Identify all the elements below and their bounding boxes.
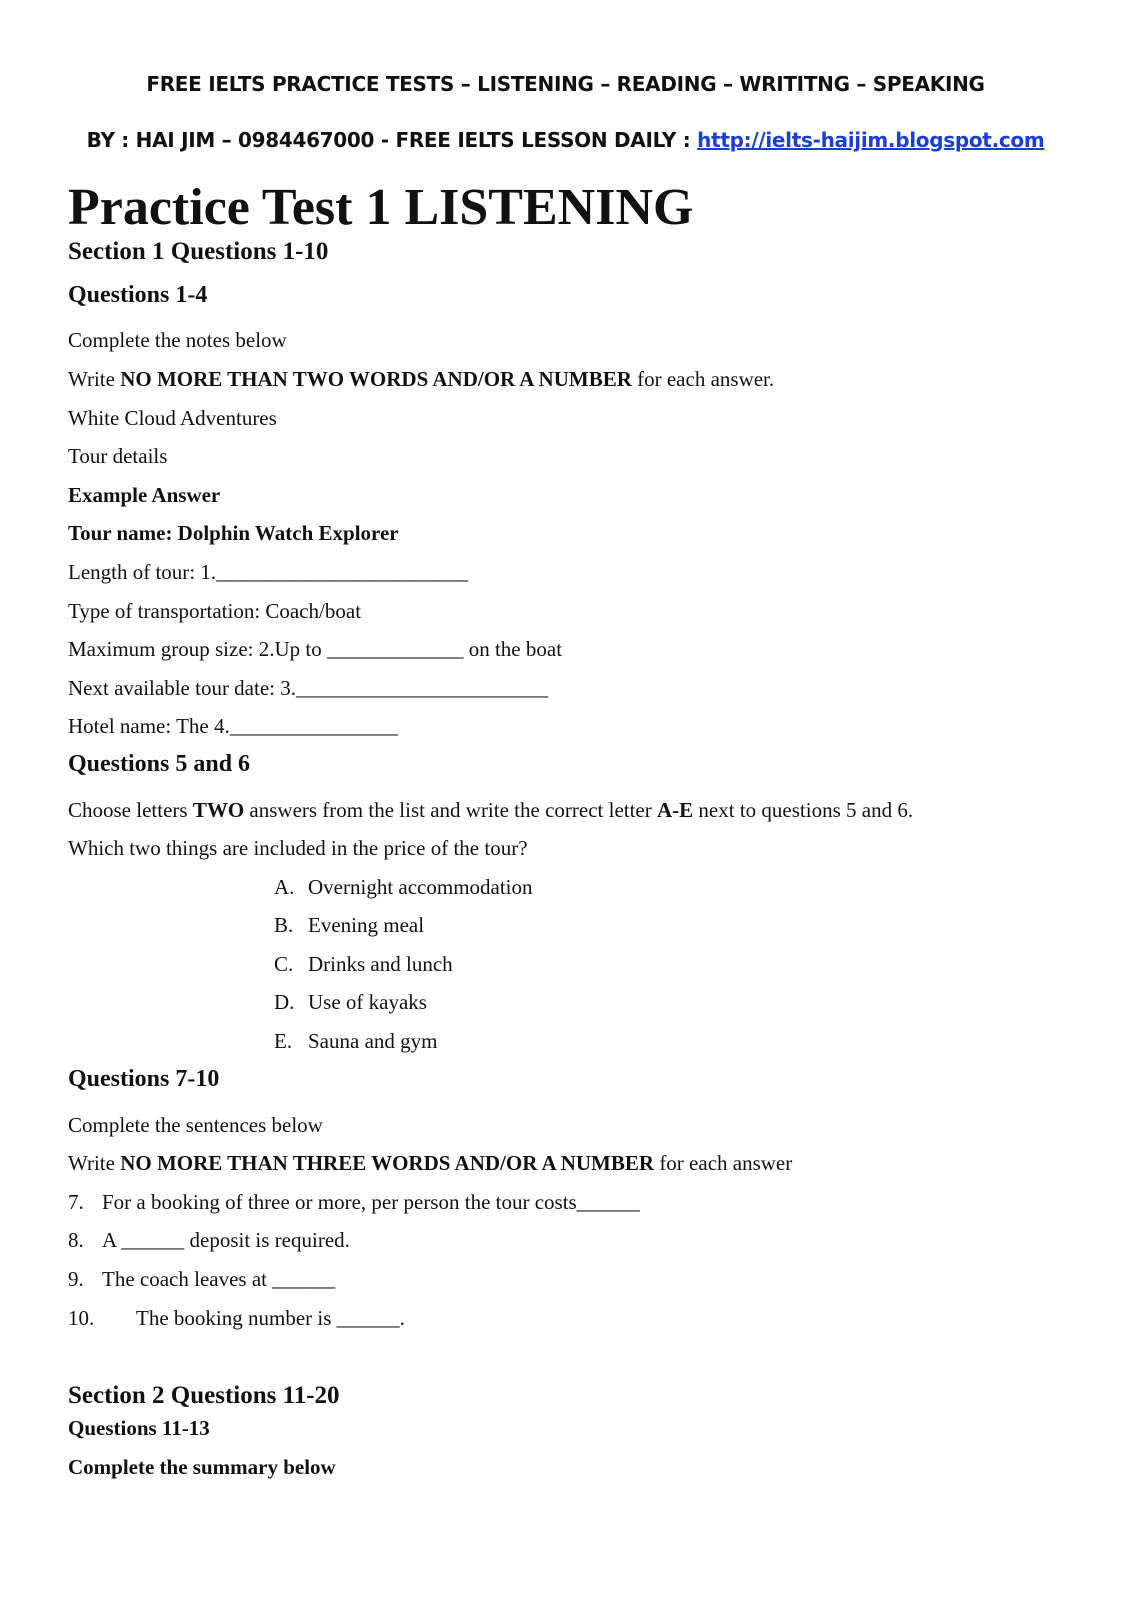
word-limit-bold: NO MORE THAN TWO WORDS AND/OR A NUMBER — [120, 367, 632, 391]
questions-5-6-heading: Questions 5 and 6 — [68, 751, 251, 777]
note-line-tour-date: Next available tour date: 3.________________________ — [68, 676, 548, 700]
option-c — [274, 952, 453, 977]
word-limit-instruction-2 — [68, 1151, 792, 1176]
questions-1-4-heading: Questions 1-4 — [68, 282, 208, 308]
question-10-text: The booking number is ______. — [136, 1306, 405, 1330]
note-line-length: Length of tour: 1.________________________ — [68, 560, 469, 584]
word-limit-2-suffix: for each answer — [654, 1151, 793, 1175]
note-line-group-size: Maximum group size: 2.Up to _____________ on the boat — [68, 637, 563, 661]
question-7-number: 7. — [68, 1190, 84, 1214]
option-a — [274, 875, 533, 900]
option-d-text: Use of kayaks — [308, 990, 427, 1014]
option-e-text: Sauna and gym — [308, 1029, 438, 1053]
option-a-letter: A. — [274, 875, 295, 899]
choose-instr-part-b: TWO — [192, 798, 245, 822]
questions-11-13-heading: Questions 11-13 — [68, 1416, 210, 1440]
notes-instruction: Complete the notes below — [68, 328, 287, 352]
question-7 — [68, 1190, 640, 1215]
question-8-number: 8. — [68, 1228, 84, 1252]
summary-instruction: Complete the summary below — [68, 1455, 336, 1479]
question-10 — [68, 1306, 405, 1331]
section-2-heading: Section 2 Questions 11-20 — [68, 1382, 340, 1409]
price-question: Which two things are included in the price of the tour? — [68, 836, 528, 860]
word-limit-2-bold: NO MORE THAN THREE WORDS AND/OR A NUMBER — [120, 1151, 655, 1175]
option-a-text: Overnight accommodation — [308, 875, 533, 899]
question-7-text: For a booking of three or more, per person the tour costs______ — [102, 1190, 640, 1214]
option-d — [274, 990, 427, 1015]
question-8-text: A ______ deposit is required. — [102, 1228, 350, 1252]
header-line-1: FREE IELTS PRACTICE TESTS – LISTENING – READING – WRITITNG – SPEAKING — [146, 72, 985, 96]
word-limit-prefix: Write — [68, 367, 121, 391]
option-b-text: Evening meal — [308, 913, 425, 937]
word-limit-suffix: for each answer. — [631, 367, 775, 391]
page-title: Practice Test 1 LISTENING — [68, 179, 694, 236]
question-9-number: 9. — [68, 1267, 84, 1291]
question-9 — [68, 1267, 335, 1292]
header-line-2 — [0, 128, 1131, 152]
option-e — [274, 1029, 437, 1054]
choose-instr-part-e: next to questions 5 and 6. — [693, 798, 914, 822]
questions-7-10-heading: Questions 7-10 — [68, 1066, 220, 1092]
company-name: White Cloud Adventures — [68, 406, 277, 430]
choose-instruction — [68, 798, 913, 823]
header-author: BY : HAI JIM – 0984467000 - FREE IELTS LESSON DAILY : — [86, 128, 698, 152]
choose-instr-part-c: answers from the list and write the correct letter — [244, 798, 657, 822]
question-9-text: The coach leaves at ______ — [102, 1267, 336, 1291]
option-c-letter: C. — [274, 952, 294, 976]
section-1-heading: Section 1 Questions 1-10 — [68, 238, 329, 265]
option-c-text: Drinks and lunch — [308, 952, 453, 976]
option-b — [274, 913, 424, 938]
choose-instr-part-d: A-E — [657, 798, 694, 822]
option-d-letter: D. — [274, 990, 295, 1014]
note-line-transport: Type of transportation: Coach/boat — [68, 599, 362, 623]
tour-name-example: Tour name: Dolphin Watch Explorer — [68, 521, 399, 545]
word-limit-instruction — [68, 367, 774, 392]
tour-details-label: Tour details — [68, 444, 168, 468]
sentences-instruction: Complete the sentences below — [68, 1113, 323, 1137]
blog-link[interactable]: http://ielts-haijim.blogspot.com — [697, 128, 1045, 152]
choose-instr-part-a: Choose letters — [68, 798, 193, 822]
option-e-letter: E. — [274, 1029, 293, 1053]
example-answer-label: Example Answer — [68, 483, 221, 507]
question-8 — [68, 1228, 350, 1253]
note-line-hotel: Hotel name: The 4.________________ — [68, 714, 398, 738]
option-b-letter: B. — [274, 913, 294, 937]
word-limit-2-prefix: Write — [68, 1151, 121, 1175]
question-10-number: 10. — [68, 1306, 95, 1330]
